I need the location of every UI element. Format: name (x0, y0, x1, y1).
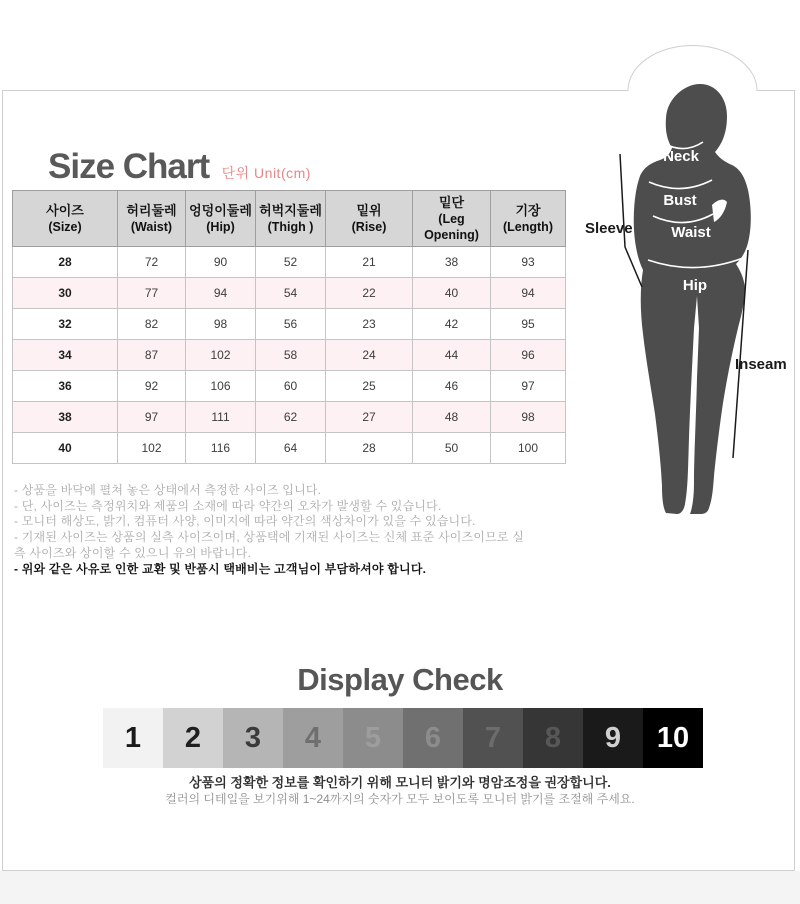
measurement-value: 40 (413, 278, 491, 309)
size-table-row (13, 402, 566, 433)
size-table-col-header: 엉덩이둘레 (Hip) (186, 191, 256, 247)
size-value: 36 (13, 371, 118, 402)
size-table-row (13, 278, 566, 309)
page-background-strip (0, 871, 800, 904)
size-value: 40 (13, 433, 118, 464)
measurement-value: 96 (491, 340, 566, 371)
measurement-value: 97 (118, 402, 186, 433)
note-line: - 단, 사이즈는 측정위치와 제품의 소재에 따라 약간의 오차가 발생할 수 있습니다. (14, 498, 442, 513)
size-value: 32 (13, 309, 118, 340)
measurement-value: 60 (256, 371, 326, 402)
grayscale-step: 5 (343, 708, 403, 768)
note-line: - 상품을 바닥에 펼쳐 놓은 상태에서 측정한 사이즈 입니다. (14, 483, 322, 497)
measurement-value: 111 (186, 402, 256, 433)
grayscale-step: 9 (583, 708, 643, 768)
measurement-value: 87 (118, 340, 186, 371)
measurement-value: 98 (491, 402, 566, 433)
size-chart-header (48, 148, 568, 186)
measurement-value: 28 (326, 433, 413, 464)
measurement-value: 98 (186, 309, 256, 340)
note-line: - 위와 같은 사유로 인한 교환 및 반품시 택배비는 고객님이 부담하셔야 합니다. (14, 561, 427, 576)
measurement-value: 62 (256, 402, 326, 433)
display-check-caption: 컬러의 디테일을 보기위해 1~24까지의 숫자가 모두 보이도록 모니터 밝기를 조절해 주세요. (165, 792, 635, 806)
grayscale-step: 10 (643, 708, 703, 768)
measurement-value: 94 (491, 278, 566, 309)
measurement-value: 102 (118, 433, 186, 464)
measurement-value: 50 (413, 433, 491, 464)
size-value: 30 (13, 278, 118, 309)
size-table-col-header: 기장 (Length) (491, 191, 566, 247)
size-value: 28 (13, 247, 118, 278)
measurement-value: 24 (326, 340, 413, 371)
grayscale-step: 8 (523, 708, 583, 768)
measurement-value: 77 (118, 278, 186, 309)
grayscale-step: 3 (223, 708, 283, 768)
size-table-col-header: 허벅지둘레 (Thigh ) (256, 191, 326, 247)
measurement-notes (14, 483, 530, 577)
measurement-value: 93 (491, 247, 566, 278)
grayscale-check-bar (103, 708, 703, 768)
measurement-value: 92 (118, 371, 186, 402)
size-table-col-header: 사이즈 (Size) (13, 191, 118, 247)
size-table-row (13, 340, 566, 371)
measurement-value: 46 (413, 371, 491, 402)
size-value: 38 (13, 402, 118, 433)
sleeve-label: Sleeve (585, 220, 633, 237)
size-table-col-header: 밑위 (Rise) (326, 191, 413, 247)
note-line: - 기재된 사이즈는 상품의 실측 사이즈이며, 상품택에 기재된 사이즈는 신체 표준 사이즈이므로 실측 사이즈와 상이할 수 있으니 유의 바랍니다. (14, 530, 525, 560)
note-line: - 모니터 해상도, 밝기, 컴퓨터 사양, 이미지에 따라 약간의 색상차이가 있을 수 있습니다. (14, 514, 476, 529)
neck-label: Neck (663, 148, 699, 165)
size-table-row (13, 433, 566, 464)
measurement-value: 97 (491, 371, 566, 402)
grayscale-step: 7 (463, 708, 523, 768)
measurement-value: 102 (186, 340, 256, 371)
measurement-value: 21 (326, 247, 413, 278)
bust-label: Bust (663, 192, 697, 209)
size-table-header-row (13, 191, 566, 247)
measurement-value: 90 (186, 247, 256, 278)
size-table-col-header: 밑단 (Leg Opening) (413, 191, 491, 247)
size-table-row (13, 371, 566, 402)
display-check-title: Display Check (297, 662, 503, 697)
measurement-value: 22 (326, 278, 413, 309)
measurement-value: 56 (256, 309, 326, 340)
measurement-value: 72 (118, 247, 186, 278)
size-table-col-header: 허리둘레 (Waist) (118, 191, 186, 247)
measurement-value: 106 (186, 371, 256, 402)
measurement-value: 94 (186, 278, 256, 309)
waist-label: Waist (671, 224, 711, 241)
inseam-label: Inseam (735, 356, 787, 373)
measurement-value: 100 (491, 433, 566, 464)
hip-label: Hip (682, 277, 708, 294)
measurement-value: 64 (256, 433, 326, 464)
size-table (12, 190, 566, 464)
measurement-value: 25 (326, 371, 413, 402)
measurement-value: 54 (256, 278, 326, 309)
unit-label: 단위 Unit(cm) (221, 165, 311, 181)
measurement-value: 82 (118, 309, 186, 340)
measurement-value: 116 (186, 433, 256, 464)
measurement-value: 27 (326, 402, 413, 433)
measurement-value: 52 (256, 247, 326, 278)
body-measurement-figure (585, 78, 785, 518)
measurement-value: 58 (256, 340, 326, 371)
measurement-value: 95 (491, 309, 566, 340)
measurement-value: 48 (413, 402, 491, 433)
display-check-caption-bold: 상품의 정확한 정보를 확인하기 위해 모니터 밝기와 명암조정을 권장합니다. (189, 775, 611, 790)
measurement-value: 23 (326, 309, 413, 340)
grayscale-step: 1 (103, 708, 163, 768)
grayscale-step: 6 (403, 708, 463, 768)
size-value: 34 (13, 340, 118, 371)
page-title: Size Chart (48, 147, 210, 186)
size-table-row (13, 309, 566, 340)
measurement-value: 42 (413, 309, 491, 340)
measurement-value: 38 (413, 247, 491, 278)
grayscale-step: 2 (163, 708, 223, 768)
size-table-row (13, 247, 566, 278)
grayscale-step: 4 (283, 708, 343, 768)
measurement-value: 44 (413, 340, 491, 371)
